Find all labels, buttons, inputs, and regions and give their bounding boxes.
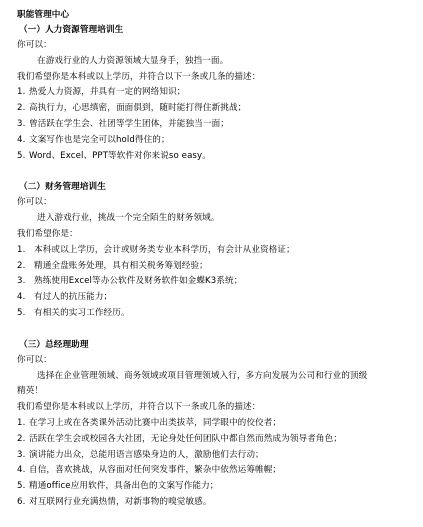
section-gm-assistant: [17, 337, 415, 511]
list-text: 热爱人力资源，并具有一定的网络知识；: [29, 87, 186, 98]
list-number: 3.: [17, 449, 26, 460]
section-description: 选择在企业管理领域、商务领域或项目管理领域入行，多方向发展为公司和行业的顶级: [37, 370, 368, 381]
list-number: 5.: [17, 150, 26, 161]
list-number: 2.: [17, 260, 26, 271]
list-text: 演讲能力出众，总能用语言感染身边的人，激励他们去行动；: [29, 449, 264, 460]
requirements-intro: 我们希望你是本科或以上学历，并符合以下一条或几条的描述：: [17, 402, 261, 413]
list-text: 对互联网行业充满热情，对新事物的嗅觉敏感。: [29, 496, 212, 507]
requirements-intro: 我们希望你是本科或以上学历，并符合以下一条或几条的描述：: [17, 71, 261, 82]
list-text: Word、Excel、PPT等软件对你来说so easy。: [29, 150, 211, 161]
section-heading: （三）总经理助理: [19, 339, 89, 350]
section-heading: （一）人力资源管理培训生: [19, 25, 124, 35]
list-item: [17, 85, 415, 101]
list-number: 5.: [17, 307, 26, 318]
list-number: 3.: [17, 118, 26, 129]
you-can-label: 你可以：: [17, 40, 52, 50]
you-can-label: 你可以：: [17, 197, 52, 208]
document-title: 职能管理中心: [17, 10, 70, 20]
spacer: [17, 164, 415, 179]
list-number: 2.: [17, 433, 26, 444]
list-text: 自信，喜欢挑战，从容面对任何突发事件，繁杂中依然运筹帷幄；: [29, 465, 282, 476]
list-item: [17, 101, 415, 117]
list-number: 2.: [17, 103, 26, 114]
list-item: [17, 416, 415, 432]
list-item: [17, 243, 415, 259]
list-text: 在学习上或在各类课外活动比赛中出类拔萃，同学眼中的佼佼者；: [29, 417, 282, 428]
list-item: [17, 432, 415, 448]
list-text: 有相关的实习工作经历。: [34, 307, 130, 318]
you-can-label: 你可以：: [17, 354, 52, 365]
list-text: 熟练使用Excel等办公软件及财务软件如金蝶K3系统；: [34, 276, 243, 287]
list-text: 有过人的抗压能力；: [34, 292, 113, 303]
list-text: 精通office应用软件，具备出色的文案写作能力；: [29, 481, 219, 492]
section-description: 在游戏行业的人力资源领域大显身手，独挡一面。: [37, 55, 229, 66]
list-text: 活跃在学生会或校园各大社团，无论身处任何团队中都自然而然成为领导者角色；: [29, 433, 342, 444]
list-number: 4.: [17, 465, 26, 476]
list-item: [17, 479, 415, 495]
section-hr-trainee: [17, 22, 415, 164]
list-text: 高执行力，心思缜密，面面俱到，随时能打得住新挑战；: [29, 103, 247, 114]
list-item: [17, 463, 415, 479]
section-finance-trainee: [17, 179, 415, 321]
list-item: [17, 274, 415, 290]
list-text: 文案写作也是完全可以hold得住的；: [29, 134, 170, 145]
list-item: [17, 495, 415, 511]
list-number: 6.: [17, 496, 26, 507]
list-number: 4.: [17, 134, 26, 145]
list-number: 1.: [17, 244, 26, 255]
list-number: 1.: [17, 417, 26, 428]
list-item: [17, 290, 415, 306]
section-description-continued: 精英！: [17, 386, 44, 397]
list-number: 5.: [17, 481, 26, 492]
requirements-intro: 我们希望你是：: [17, 228, 78, 239]
list-item: [17, 306, 415, 322]
list-number: 4.: [17, 292, 26, 303]
list-item: [17, 117, 415, 133]
spacer: [17, 322, 415, 337]
list-text: 曾活跃在学生会、社团等学生团体，并能独当一面；: [29, 118, 229, 129]
section-heading: （二）财务管理培训生: [19, 182, 106, 193]
list-item: [17, 149, 415, 165]
list-text: 本科或以上学历，会计或财务类专业本科学历，有会计从业资格证；: [34, 244, 295, 255]
list-number: 3.: [17, 276, 26, 287]
section-description: 进入游戏行业，挑战一个完全陌生的财务领域。: [37, 213, 220, 224]
list-item: [17, 259, 415, 275]
list-item: [17, 448, 415, 464]
list-text: 精通全盘账务处理，具有相关税务筹划经验；: [34, 260, 208, 271]
list-item: [17, 133, 415, 149]
list-number: 1.: [17, 87, 26, 98]
